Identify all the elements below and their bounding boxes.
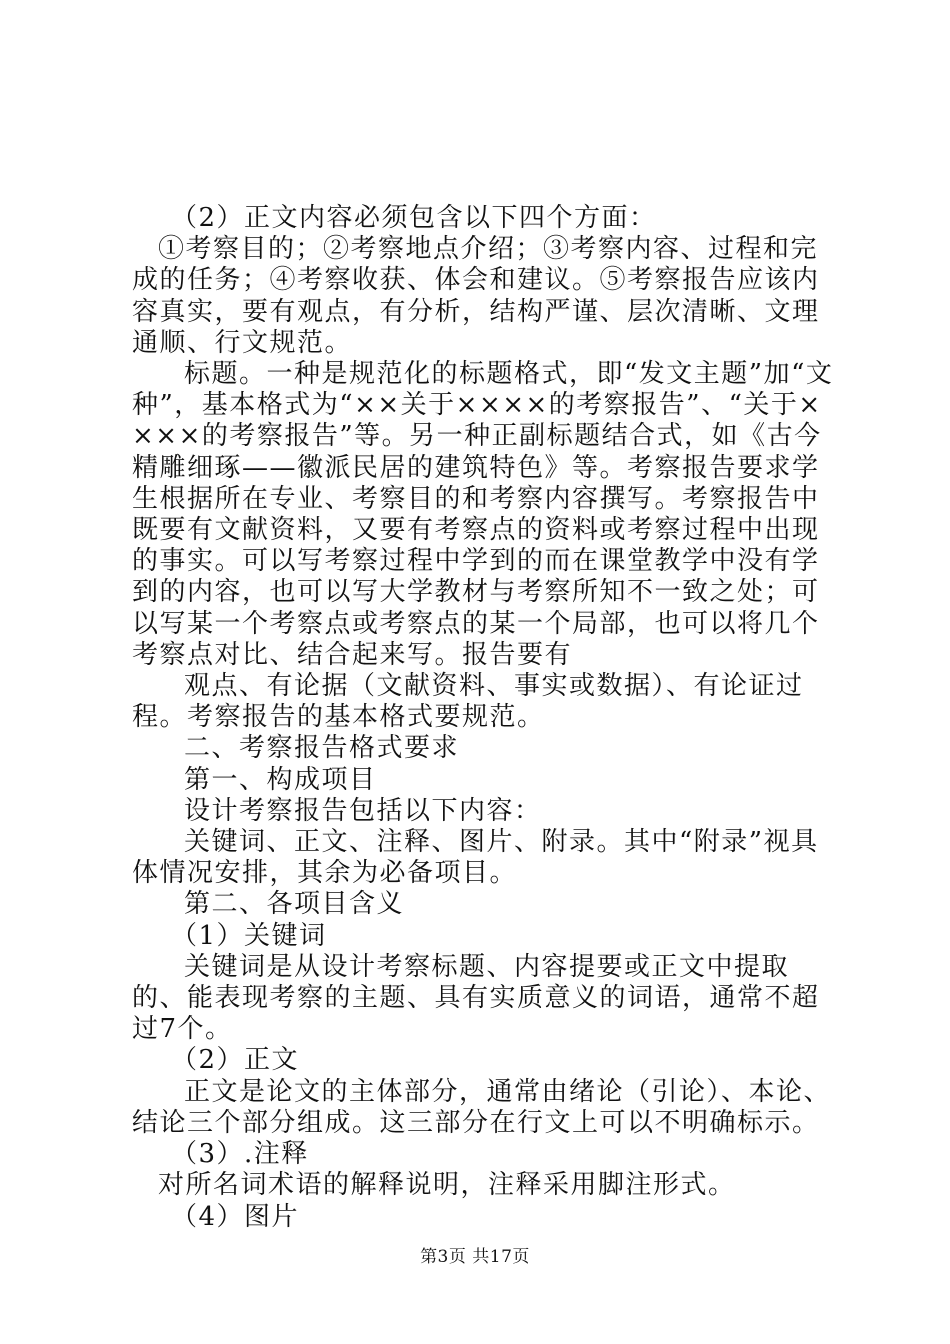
subheading-meanings: 第二、各项目含义 <box>184 889 405 920</box>
item-heading-images: （4）图片 <box>171 1201 300 1232</box>
document-body <box>132 203 842 1233</box>
section-heading-format: 二、考察报告格式要求 <box>184 733 460 764</box>
paragraph-notes: 对所名词术语的解释说明，注释采用脚注形式。 <box>158 1170 736 1201</box>
subheading-components: 第一、构成项目 <box>184 764 377 795</box>
paragraph-components-intro: 设计考察报告包括以下内容： <box>184 795 542 826</box>
paragraph-requirements-intro: （2）正文内容必须包含以下四个方面： <box>171 203 657 233</box>
paragraph-title-format: 标题。一种是规范化的标题格式，即“发文主题”加“文种”，基本格式为“××关于××××的考察报告”、“关于××××的考察报告”等。另一种正副标题结合式，如《古今精雕细琢——徽派民居的建筑特色》等。考察报告要求学生根据所在专业、考察目的和考察内容撰写。考察报告中既要有文献资料，又要有考察点的资料或考察过程中出现的事实。可以写考察过程中学到的而在课堂教学中没有学到的内容，也可以写大学教材与考察所知不一致之处；可以写某一个考察点或考察点的某一个局部，也可以将几个考察点对比、结合起来写。报告要有 <box>132 359 834 670</box>
paragraph-components-list: 关键词、正文、注释、图片、附录。其中“附录”视具体情况安排，其余为必备项目。 <box>132 827 819 889</box>
paragraph-viewpoint: 观点、有论据（文献资料、事实或数据）、有论证过程。考察报告的基本格式要规范。 <box>132 671 804 733</box>
page-number-footer: 第3页 共17页 <box>420 1247 530 1267</box>
paragraph-body: 正文是论文的主体部分，通常由绪论（引论）、本论、结论三个部分组成。这三部分在行文上可以不明确标示。 <box>132 1076 832 1138</box>
paragraph-keywords: 关键词是从设计考察标题、内容提要或正文中提取的、能表现考察的主题、具有实质意义的词语，通常不超过7个。 <box>132 951 820 1045</box>
item-heading-keywords: （1）关键词 <box>171 920 327 951</box>
paragraph-four-aspects: ①考察目的；②考察地点介绍；③考察内容、过程和完成的任务；④考察收获、体会和建议。⑤考察报告应该内容真实，要有观点，有分析，结构严谨、层次清晰、文理通顺、行文规范。 <box>132 234 820 358</box>
item-heading-notes: （3）.注释 <box>171 1139 309 1170</box>
item-heading-body: （2）正文 <box>171 1045 300 1076</box>
